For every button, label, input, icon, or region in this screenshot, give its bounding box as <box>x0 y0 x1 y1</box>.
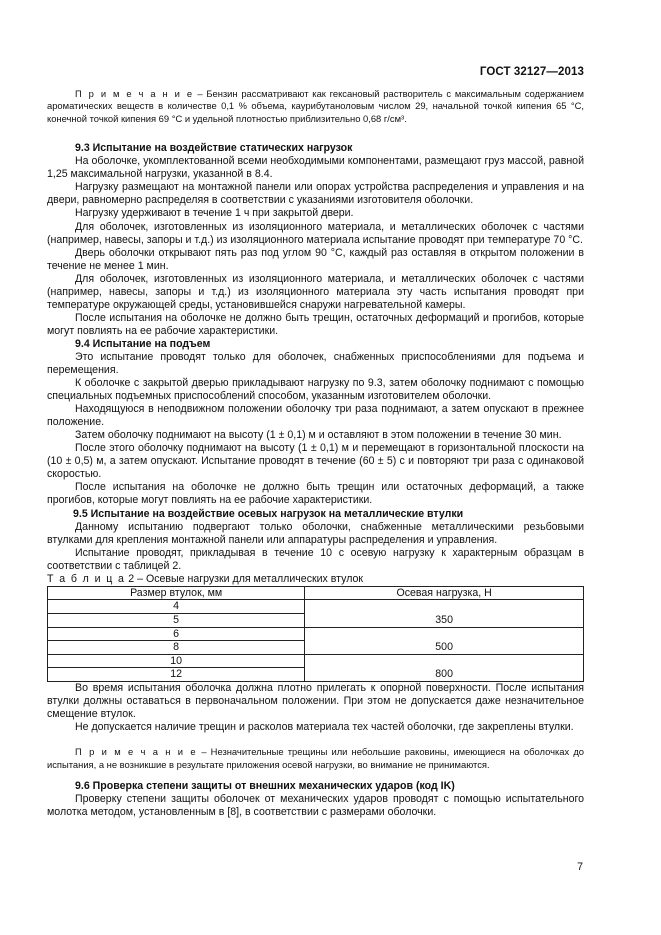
note-text: – Незначительные трещины или небольшие раковины, имеющиеся на оболочках до испытания, а не возникшие в результате приложения осевой нагрузки, во внимание не принимаются. <box>47 746 584 770</box>
table-caption <box>47 573 584 586</box>
paragraph: Дверь оболочки открывают пять раз под углом 90 °С, каждый раз оставляя в открытом положении в течение не менее 1 мин. <box>47 246 584 272</box>
standard-header: ГОСТ 32127—2013 <box>479 66 584 78</box>
page-number: 7 <box>577 861 583 873</box>
paragraph: Нагрузку удерживают в течение 1 ч при закрытой двери. <box>75 207 354 220</box>
table-row <box>48 600 584 614</box>
paragraph: Это испытание проводят только для оболочек, снабженных приспособлениями для подъема и перемещения. <box>47 350 584 377</box>
bushing-size-cell: 10 <box>48 654 305 668</box>
section-9-3-heading: 9.3 Испытание на воздействие статических нагрузок <box>75 142 353 155</box>
table-caption-text: 2 – Осевые нагрузки для металлических втулок <box>125 572 364 585</box>
axial-load-cell: 800 <box>305 654 584 681</box>
paragraph: На оболочке, укомплектованной всеми необходимыми компонентами, размещают груз массой, равной 1,25 максимальной нагрузки, указанной в 8.4. <box>47 155 584 181</box>
axial-load-cell: 500 <box>305 627 584 654</box>
column-header-axial-load: Осевая нагрузка, Н <box>305 586 584 600</box>
note-gasoline <box>47 88 584 125</box>
section-9-4-heading: 9.4 Испытание на подъем <box>75 337 211 350</box>
table-row <box>48 627 584 641</box>
table-caption-label: Т а б л и ц а <box>47 572 126 585</box>
paragraph: Для оболочек, изготовленных из изоляционного материала, и металлических оболочек с частями (например, навесы, запоры и т.д.) из изоляционного материала испытание проводят при температуре 70 °С. <box>47 220 584 246</box>
note-text: – Бензин рассматривают как гексановый растворитель с максимальным содержанием ароматических веществ в количестве 0,1 % объема, каурибутаноловым числом 29, начальной точкой кипения 65 °С, конечной точкой кипения 69 °С и удельной плотностью приблизительно 0,68 г/см³. <box>47 88 584 124</box>
paragraph: Проверку степени защиты оболочек от механических ударов проводят с помощью испытательного молотка методом, установленным в [8], в соответствии с размерами оболочки. <box>47 793 584 819</box>
paragraph: Для оболочек, изготовленных из изоляционного материала, и металлических оболочек с частями (например, навесы, запоры и т.д.) из изоляционного материала эту часть испытания проводят при температуре окружающей среды, установившейся снаружи нагревательной камеры. <box>47 272 584 311</box>
bushing-size-cell: 12 <box>48 668 305 682</box>
paragraph: После этого оболочку поднимают на высоту (1 ± 0,1) м и перемещают в горизонтальной плоскости на (10 ± 0,5) м, а затем опускают. Испытание проводят в течение (60 ± 5) с и повторяют три раза с одинаковой скоростью. <box>47 442 584 481</box>
section-9-6-heading: 9.6 Проверка степени защиты от внешних механических ударов (код IK) <box>75 779 455 792</box>
table-header-row <box>48 586 584 600</box>
bushing-size-cell: 8 <box>48 641 305 655</box>
paragraph: После испытания на оболочке не должно быть трещин, остаточных деформаций и прогибов, которые могут повлиять на ее рабочие характеристики. <box>47 311 584 337</box>
paragraph: К оболочке с закрытой дверью прикладывают нагрузку по 9.3, затем оболочку поднимают с помощью специальных подъемных приспособлений способом, указанным изготовителем оболочки. <box>47 377 584 403</box>
bushing-size-cell: 4 <box>48 600 305 614</box>
note-label: П р и м е ч а н и е <box>75 88 194 99</box>
axial-load-cell: 350 <box>305 600 584 627</box>
paragraph: Находящуюся в неподвижном положении оболочку три раза поднимают, а затем опускают в прежнее положение. <box>47 403 584 429</box>
page-content <box>47 87 584 819</box>
paragraph: Испытание проводят, прикладывая в течение 10 с осевую нагрузку к характерным образцам в соответствии с таблицей 2. <box>47 546 584 572</box>
paragraph: После испытания на оболочке не должно быть трещин или остаточных деформаций, а также прогибов, которые могут повлиять на ее рабочие характеристики. <box>47 481 584 507</box>
paragraph: Затем оболочку поднимают на высоту (1 ± 0,1) м и оставляют в этом положении в течение 30 мин. <box>75 429 562 442</box>
paragraph: Не допускается наличие трещин и расколов материала тех частей оболочки, где закреплены втулки. <box>75 721 574 734</box>
paragraph: Во время испытания оболочка должна плотно прилегать к опорной поверхности. После испытания втулки должны оставаться в первоначальном положении. При этом не допускается даже незначительное смещение втулок. <box>47 681 584 721</box>
section-9-5-heading: 9.5 Испытание на воздействие осевых нагрузок на металлические втулки <box>73 507 464 520</box>
note-cracks <box>47 746 584 771</box>
table-row <box>48 654 584 668</box>
paragraph: Данному испытанию подвергают только оболочки, снабженные металлическими резьбовыми втулками для крепления монтажной панели или аппаратуры распределения и управления. <box>47 520 584 546</box>
bushing-size-cell: 6 <box>48 627 305 641</box>
bushing-size-cell: 5 <box>48 614 305 628</box>
axial-load-table <box>47 586 584 682</box>
column-header-bushing-size: Размер втулок, мм <box>48 586 305 600</box>
paragraph: Нагрузку размещают на монтажной панели или опорах устройства распределения и управления и на двери, равномерно распределяя в соответствии с указаниями изготовителя оболочки. <box>47 181 584 207</box>
note-label: П р и м е ч а н и е <box>75 746 198 758</box>
